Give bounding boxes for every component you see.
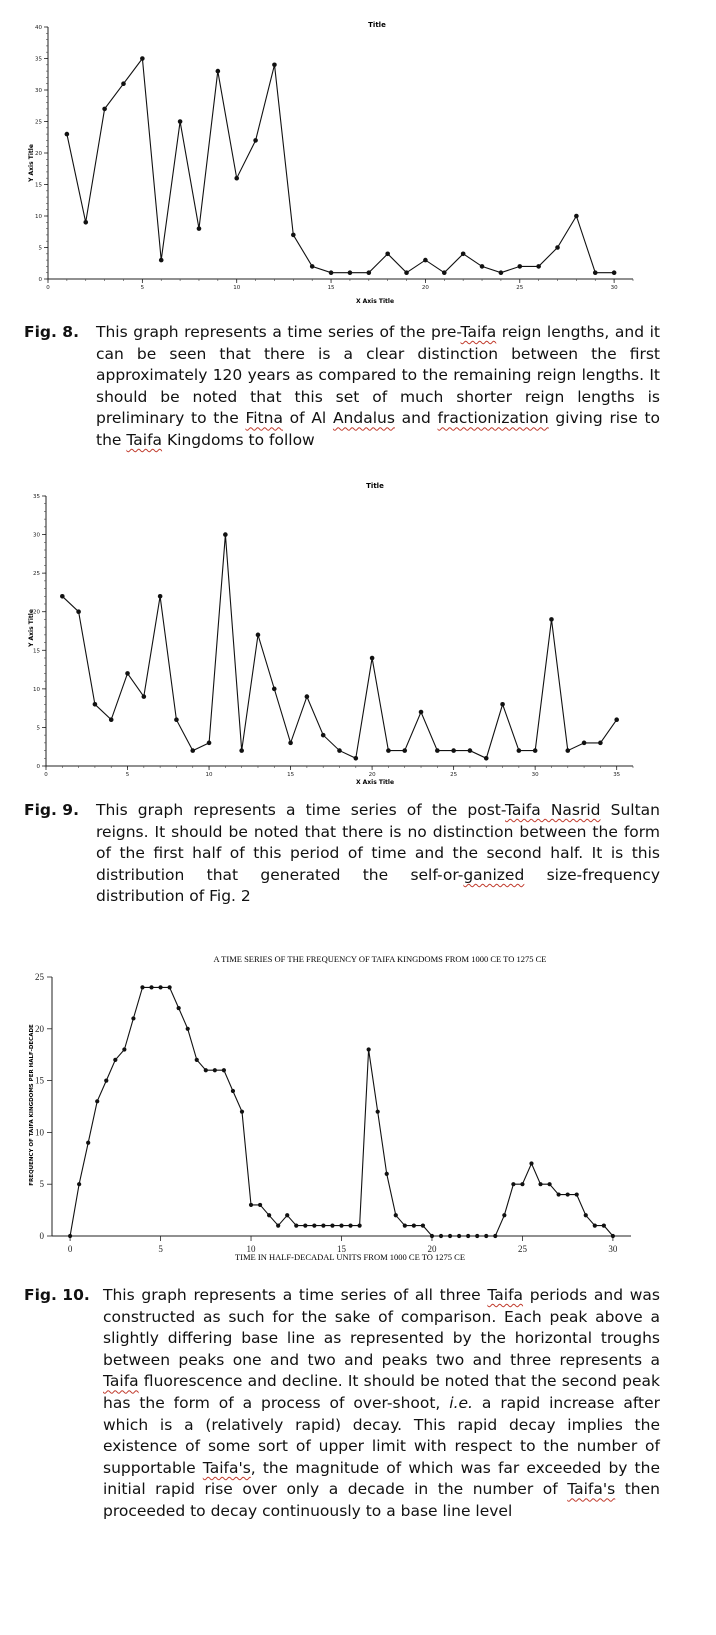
fig9-term-1: Taifa Nasrid xyxy=(505,801,601,819)
fig8-x-tick-label: 20 xyxy=(421,285,429,291)
fig10-data-point xyxy=(68,1234,72,1238)
fig8-text-4: and xyxy=(394,409,438,428)
fig10-term-4: Taifa's xyxy=(567,1480,616,1499)
fig10-y-tick-label: 25 xyxy=(35,972,44,982)
fig9-data-point xyxy=(533,748,538,753)
fig9-x-tick-label: 20 xyxy=(368,772,376,778)
fig8-label: Fig. 8. xyxy=(24,323,79,341)
fig10-y-tick-label: 0 xyxy=(39,1231,44,1241)
fig8-data-point xyxy=(159,258,164,263)
fig9-data-point xyxy=(158,594,163,599)
fig8-term-3: Andalus xyxy=(332,409,395,428)
fig8-chart-title: Title xyxy=(368,21,386,29)
fig9-y-tick-label: 5 xyxy=(36,725,40,732)
fig9-chart-title: Title xyxy=(366,482,384,490)
fig10-data-point xyxy=(213,1068,217,1072)
fig9-data-point xyxy=(321,733,326,738)
fig8-data-point xyxy=(574,214,579,219)
fig10-chart xyxy=(0,945,716,1275)
fig9-data-point xyxy=(565,748,570,753)
fig10-text-3: fluorescence and decline. It should be noted that the second peak has the form of a process of over-shoot, xyxy=(103,1372,660,1412)
fig9-data-point xyxy=(451,748,456,753)
fig8-text-3: of Al xyxy=(282,409,333,428)
fig8-data-point xyxy=(178,119,183,124)
fig10-data-point xyxy=(348,1224,352,1228)
fig9-data-point xyxy=(60,594,65,599)
fig10-data-point xyxy=(502,1213,506,1217)
fig9-data-point xyxy=(435,748,440,753)
fig10-data-point xyxy=(122,1047,126,1051)
fig9-data-point xyxy=(109,717,114,722)
fig8-y-axis-label: Y Axis Title xyxy=(28,144,35,182)
fig10-data-point xyxy=(312,1224,316,1228)
fig10-data-point xyxy=(267,1213,271,1217)
fig8-data-point xyxy=(83,220,88,225)
fig8-data-point xyxy=(291,233,296,238)
fig9-text-3: size-frequency distribution of Fig. 2 xyxy=(96,865,660,906)
fig10-data-point xyxy=(195,1058,199,1062)
fig9-data-point xyxy=(402,748,407,753)
fig10-data-point xyxy=(475,1234,479,1238)
fig10-data-point xyxy=(439,1234,443,1238)
fig8-data-point xyxy=(234,176,239,181)
fig10-data-point xyxy=(177,1006,181,1010)
fig9-data-point xyxy=(419,710,424,715)
fig10-data-point xyxy=(77,1182,81,1186)
fig10-data-point xyxy=(149,985,153,989)
fig10-text-2: periods and was constructed as such for the sake of comparison. Each peak above a slightly differing base line as represented by the horizontal troughs between peaks one and two and peaks two and three represents a xyxy=(103,1286,660,1369)
fig10-data-point xyxy=(385,1172,389,1176)
fig9-x-axis-label: X Axis Title xyxy=(355,779,395,786)
fig10-x-axis-label: TIME IN HALF-DECADAL UNITS FROM 1000 CE TO 1275 CE xyxy=(234,1252,466,1262)
fig9-x-tick-label: 35 xyxy=(613,772,621,778)
fig9-y-axis-label: Y Axis Title xyxy=(28,609,35,647)
fig9-data-point xyxy=(288,741,293,746)
fig10-data-point xyxy=(339,1224,343,1228)
fig10-data-point xyxy=(547,1182,551,1186)
fig8-data-point xyxy=(385,252,390,257)
fig9-term-2: ganized xyxy=(463,865,525,884)
fig8-data-point xyxy=(423,258,428,263)
fig10-y-axis-label: FREQUENCY OF TAIFA KINGDOMS PER HALF-DECADE xyxy=(29,1024,35,1186)
fig10-data-point xyxy=(222,1068,226,1072)
fig9-data-point xyxy=(549,617,554,622)
fig10-term-1: Taifa xyxy=(487,1286,524,1304)
fig8-term-5: Taifa xyxy=(126,430,163,449)
fig8-y-tick-label: 35 xyxy=(35,56,42,63)
fig8-y-tick-label: 5 xyxy=(38,245,42,252)
fig8-y-tick-label: 40 xyxy=(35,25,42,31)
fig9-data-point xyxy=(468,748,473,753)
fig10-text-6: then proceeded to decay continuously to a base line level xyxy=(103,1480,660,1520)
fig8-data-point xyxy=(461,252,466,257)
fig10-data-point xyxy=(131,1016,135,1020)
fig9-x-tick-label: 5 xyxy=(125,772,130,778)
fig10-data-point xyxy=(593,1224,597,1228)
fig10-data-point xyxy=(538,1182,542,1186)
fig9-data-point xyxy=(239,748,244,753)
fig10-data-point xyxy=(357,1224,361,1228)
fig10-data-point xyxy=(421,1224,425,1228)
fig8-x-tick-label: 10 xyxy=(233,285,241,291)
fig8-data-point xyxy=(499,270,504,275)
fig10-y-tick-label: 15 xyxy=(35,1075,44,1086)
fig8-text-2: reign lengths, and it can be seen that there is a clear distinction between the first approximately 120 years as compared to the remaining reign lengths. It should be noted that this set of much shorter reign lengths is preliminary to the xyxy=(96,323,660,428)
fig10-data-point xyxy=(258,1203,262,1207)
fig10-data-point xyxy=(367,1047,371,1051)
fig9-data-point xyxy=(337,748,342,753)
fig8-x-tick-label: 30 xyxy=(610,285,618,291)
fig8-y-tick-label: 10 xyxy=(35,214,42,220)
fig10-data-point xyxy=(158,985,162,989)
fig10-data-point xyxy=(584,1213,588,1217)
fig10-data-point xyxy=(104,1079,108,1083)
fig8-x-tick-label: 5 xyxy=(140,285,145,291)
fig8-x-tick-label: 25 xyxy=(516,285,524,291)
fig8-chart xyxy=(0,8,716,308)
fig10-data-point xyxy=(303,1224,307,1228)
fig10-data-point xyxy=(448,1234,452,1238)
fig10-data-point xyxy=(466,1234,470,1238)
fig8-term-2: Fitna xyxy=(245,409,283,428)
fig9-data-point xyxy=(272,687,277,692)
fig9-y-tick-label: 0 xyxy=(36,764,40,770)
fig10-term-2: Taifa xyxy=(103,1372,139,1391)
fig10-data-point xyxy=(276,1224,280,1228)
fig10-data-point xyxy=(204,1068,208,1072)
fig10-data-point xyxy=(321,1224,325,1228)
fig10-caption xyxy=(24,1285,660,1523)
fig10-data-point xyxy=(484,1234,488,1238)
fig8-y-tick-label: 30 xyxy=(35,88,42,94)
fig9-data-point xyxy=(500,702,505,707)
fig10-data-point xyxy=(113,1058,117,1062)
fig10-y-tick-label: 10 xyxy=(35,1127,44,1138)
fig10-y-tick-label: 5 xyxy=(39,1179,44,1190)
fig10-data-point xyxy=(457,1234,461,1238)
fig9-x-tick-label: 15 xyxy=(287,772,295,778)
fig9-data-point xyxy=(354,756,359,761)
fig8-text-1: This graph represents a time series of the pre- xyxy=(96,323,461,341)
fig8-data-point xyxy=(102,107,107,112)
fig8-data-point xyxy=(480,264,485,269)
fig9-data-point xyxy=(598,741,603,746)
fig8-data-point xyxy=(121,81,126,86)
fig10-data-point xyxy=(611,1234,615,1238)
fig8-data-point xyxy=(555,245,560,250)
fig9-y-tick-label: 10 xyxy=(33,686,40,693)
fig10-x-tick-label: 5 xyxy=(158,1244,163,1254)
fig10-data-point xyxy=(376,1110,380,1114)
fig10-x-tick-label: 10 xyxy=(246,1244,256,1254)
fig8-series-line xyxy=(67,59,614,273)
fig8-data-point xyxy=(593,270,598,275)
fig10-data-point xyxy=(330,1224,334,1228)
fig8-data-point xyxy=(404,270,409,275)
fig8-y-tick-label: 0 xyxy=(38,277,42,283)
fig9-text-2: Sultan reigns. It should be noted that there is no distinction between the form of the first half of this period of time and the second half. It is this distribution that generated the self-or- xyxy=(96,801,661,884)
fig9-data-point xyxy=(305,694,310,699)
fig8-text-5: giving rise to the xyxy=(96,409,661,449)
fig9-data-point xyxy=(484,756,489,761)
fig8-x-tick-label: 0 xyxy=(46,285,50,291)
fig10-text-1: This graph represents a time series of all three xyxy=(103,1286,488,1304)
fig9-data-point xyxy=(370,656,375,661)
fig10-data-point xyxy=(394,1213,398,1217)
fig10-data-point xyxy=(86,1141,90,1145)
fig10-data-point xyxy=(231,1089,235,1093)
fig10-data-point xyxy=(140,985,144,989)
fig8-data-point xyxy=(536,264,541,269)
fig10-data-point xyxy=(493,1234,497,1238)
fig9-y-tick-label: 15 xyxy=(33,648,40,655)
fig9-data-point xyxy=(517,748,522,753)
fig10-data-point xyxy=(511,1182,515,1186)
fig8-y-tick-label: 20 xyxy=(35,151,42,157)
fig10-data-point xyxy=(168,985,172,989)
fig10-label: Fig. 10. xyxy=(24,1286,90,1304)
fig9-y-tick-label: 30 xyxy=(33,532,40,539)
fig8-y-tick-label: 25 xyxy=(35,119,42,126)
fig9-data-point xyxy=(223,532,228,537)
fig9-label: Fig. 9. xyxy=(24,801,79,819)
fig10-x-tick-label: 15 xyxy=(337,1244,346,1254)
fig8-data-point xyxy=(272,63,277,68)
fig10-x-tick-label: 30 xyxy=(608,1244,618,1254)
fig10-data-point xyxy=(186,1027,190,1031)
fig10-x-tick-label: 25 xyxy=(517,1244,527,1254)
fig8-caption xyxy=(24,322,660,452)
fig8-term-4: fractionization xyxy=(437,409,549,428)
fig9-x-tick-label: 0 xyxy=(44,772,48,778)
fig9-data-point xyxy=(614,717,619,722)
fig10-series-line xyxy=(70,987,613,1236)
fig10-chart-title: A TIME SERIES OF THE FREQUENCY OF TAIFA KINGDOMS FROM 1000 CE TO 1275 CE xyxy=(213,954,547,964)
fig10-data-point xyxy=(412,1224,416,1228)
fig10-data-point xyxy=(403,1224,407,1228)
fig9-data-point xyxy=(582,741,587,746)
fig10-text-4: a rapid increase after which is a (relatively rapid) decay. This rapid decay implies the existence of some sort of upper limit with respect to the number of supportable xyxy=(103,1393,660,1477)
fig10-x-tick-label: 0 xyxy=(67,1244,73,1254)
fig8-data-point xyxy=(253,138,258,143)
fig9-y-tick-label: 35 xyxy=(33,494,40,500)
fig10-y-tick-label: 20 xyxy=(35,1023,44,1034)
fig8-x-axis-label: X Axis Title xyxy=(355,298,395,305)
fig8-y-tick-label: 15 xyxy=(35,182,42,189)
fig10-data-point xyxy=(430,1234,434,1238)
fig8-data-point xyxy=(65,132,70,137)
fig9-data-point xyxy=(256,633,261,638)
fig10-data-point xyxy=(566,1192,570,1196)
fig9-chart xyxy=(0,478,716,790)
fig8-term-1: Taifa xyxy=(460,323,497,341)
fig10-data-point xyxy=(520,1182,524,1186)
fig9-x-tick-label: 10 xyxy=(205,772,213,778)
fig8-data-point xyxy=(612,270,617,275)
fig9-text-1: This graph represents a time series of the post- xyxy=(96,801,506,819)
fig10-x-tick-label: 20 xyxy=(427,1244,437,1254)
fig9-x-tick-label: 30 xyxy=(531,772,539,778)
fig9-data-point xyxy=(174,717,179,722)
fig9-data-point xyxy=(207,741,212,746)
fig10-text-5: , the magnitude of which was far exceeded by the initial rapid rise over only a decade in the number of xyxy=(103,1458,660,1499)
fig10-data-point xyxy=(557,1192,561,1196)
fig9-data-point xyxy=(190,748,195,753)
fig8-text-6: Kingdoms to follow xyxy=(162,430,315,449)
fig8-data-point xyxy=(367,270,372,275)
fig9-data-point xyxy=(76,609,81,614)
fig9-series-line xyxy=(62,535,616,759)
fig8-data-point xyxy=(329,270,334,275)
fig8-data-point xyxy=(517,264,522,269)
fig9-data-point xyxy=(386,748,391,753)
fig9-x-tick-label: 25 xyxy=(450,772,458,778)
fig9-data-point xyxy=(125,671,130,676)
fig10-data-point xyxy=(249,1203,253,1207)
fig8-data-point xyxy=(442,270,447,275)
fig10-data-point xyxy=(240,1110,244,1114)
fig10-data-point xyxy=(602,1224,606,1228)
fig8-data-point xyxy=(140,56,145,61)
fig9-data-point xyxy=(142,694,147,699)
fig8-data-point xyxy=(348,270,353,275)
fig8-data-point xyxy=(216,69,221,74)
fig8-x-tick-label: 15 xyxy=(327,285,335,291)
fig9-y-tick-label: 20 xyxy=(33,609,40,616)
fig10-data-point xyxy=(294,1224,298,1228)
fig10-data-point xyxy=(529,1161,533,1165)
fig8-data-point xyxy=(197,226,202,231)
fig9-caption xyxy=(24,800,660,908)
fig10-term-3: Taifa's xyxy=(202,1458,251,1477)
fig10-italic-ie: i.e. xyxy=(449,1393,473,1412)
fig10-data-point xyxy=(95,1099,99,1103)
fig10-data-point xyxy=(575,1192,579,1196)
fig10-data-point xyxy=(285,1213,289,1217)
fig9-data-point xyxy=(93,702,98,707)
fig9-y-tick-label: 25 xyxy=(33,571,40,578)
fig8-data-point xyxy=(310,264,315,269)
